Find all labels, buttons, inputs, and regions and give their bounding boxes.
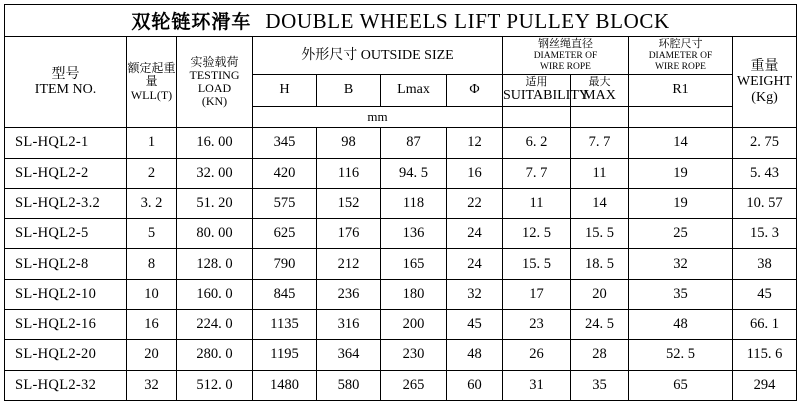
- cell-item-no: SL-HQL2-1: [5, 128, 127, 158]
- col-header-testing-load-en3: (KN): [201, 94, 228, 109]
- table-row: [5, 279, 797, 309]
- cell-weight: 10. 57: [733, 188, 797, 218]
- table-row: [5, 249, 797, 279]
- cell-rope-suitability: 23: [503, 309, 571, 339]
- cell-wll: 20: [127, 340, 177, 370]
- col-group-wire-rope-cn: 钢丝绳直径: [538, 37, 593, 51]
- cell-rope-suitability: 11: [503, 188, 571, 218]
- table-row: [5, 158, 797, 188]
- cell-lmax: 200: [381, 309, 447, 339]
- cell-h: 575: [253, 188, 317, 218]
- cell-b: 116: [317, 158, 381, 188]
- cell-weight: 38: [733, 249, 797, 279]
- col-header-testing-load-en2: LOAD: [197, 81, 232, 96]
- cell-phi: 60: [447, 370, 503, 400]
- cell-lmax: 118: [381, 188, 447, 218]
- cell-rope-max: 20: [571, 279, 629, 309]
- col-group-ring-size-en1: DIAMETER OF: [648, 50, 713, 61]
- cell-wll: 10: [127, 279, 177, 309]
- col-group-ring-size-cn: 环腔尺寸: [658, 37, 703, 51]
- col-group-wire-rope-en1: DIAMETER OF: [533, 50, 598, 61]
- cell-item-no: SL-HQL2-8: [5, 249, 127, 279]
- cell-weight: 66. 1: [733, 309, 797, 339]
- col-header-weight-cn: 重量: [750, 57, 779, 74]
- cell-b: 580: [317, 370, 381, 400]
- cell-rope-max: 35: [571, 370, 629, 400]
- cell-h: 790: [253, 249, 317, 279]
- cell-weight: 15. 3: [733, 219, 797, 249]
- cell-h: 1480: [253, 370, 317, 400]
- cell-lmax: 94. 5: [381, 158, 447, 188]
- col-header-rope-suitability: [503, 74, 589, 106]
- cell-h: 1195: [253, 340, 317, 370]
- cell-phi: 24: [447, 249, 503, 279]
- cell-b: 364: [317, 340, 381, 370]
- cell-weight: 294: [733, 370, 797, 400]
- cell-testing-load: 512. 0: [177, 370, 253, 400]
- cell-h: 345: [253, 128, 317, 158]
- title-chinese: 双轮链环滑车: [131, 10, 252, 33]
- cell-r1: 19: [629, 158, 733, 188]
- cell-r1: 25: [629, 219, 733, 249]
- col-group-wire-rope-en2: WIRE ROPE: [540, 61, 591, 72]
- cell-r1: 48: [629, 309, 733, 339]
- cell-r1: 52. 5: [629, 340, 733, 370]
- cell-rope-max: 15. 5: [571, 219, 629, 249]
- col-group-outside-size-cn: 外形尺寸: [301, 46, 358, 63]
- cell-r1: 32: [629, 249, 733, 279]
- col-group-ring-size-en2: WIRE ROPE: [655, 61, 706, 72]
- col-header-unit-mm: mm: [253, 106, 503, 128]
- cell-weight: 45: [733, 279, 797, 309]
- cell-r1: 14: [629, 128, 733, 158]
- cell-weight: 115. 6: [733, 340, 797, 370]
- cell-rope-suitability: 31: [503, 370, 571, 400]
- col-header-r1: R1: [629, 74, 733, 106]
- title-row: [5, 5, 797, 37]
- cell-h: 1135: [253, 309, 317, 339]
- col-group-wire-rope: [503, 36, 629, 74]
- cell-item-no: SL-HQL2-16: [5, 309, 127, 339]
- col-header-wll-en: WLL(T): [130, 87, 173, 102]
- col-header-wll-cn: 额定起重量: [127, 61, 176, 89]
- cell-wll: 3. 2: [127, 188, 177, 218]
- cell-testing-load: 32. 00: [177, 158, 253, 188]
- table-title: [5, 5, 797, 37]
- unit-spacer-rope-max: [571, 106, 629, 128]
- cell-phi: 12: [447, 128, 503, 158]
- unit-spacer-rope-suit: [503, 106, 571, 128]
- col-header-h: H: [253, 74, 317, 106]
- cell-r1: 35: [629, 279, 733, 309]
- table-row: [5, 128, 797, 158]
- table-row: [5, 340, 797, 370]
- cell-phi: 48: [447, 340, 503, 370]
- cell-lmax: 265: [381, 370, 447, 400]
- cell-r1: 19: [629, 188, 733, 218]
- cell-item-no: SL-HQL2-10: [5, 279, 127, 309]
- cell-rope-max: 18. 5: [571, 249, 629, 279]
- col-group-outside-size-en: OUTSIDE SIZE: [360, 47, 454, 63]
- cell-testing-load: 128. 0: [177, 249, 253, 279]
- col-group-outside-size: [253, 36, 503, 74]
- cell-phi: 32: [447, 279, 503, 309]
- cell-lmax: 165: [381, 249, 447, 279]
- cell-wll: 1: [127, 128, 177, 158]
- cell-b: 152: [317, 188, 381, 218]
- col-header-weight-en2: (Kg): [751, 89, 778, 105]
- title-english: DOUBLE WHEELS LIFT PULLEY BLOCK: [265, 8, 670, 33]
- cell-testing-load: 51. 20: [177, 188, 253, 218]
- table-row: [5, 219, 797, 249]
- cell-testing-load: 280. 0: [177, 340, 253, 370]
- cell-item-no: SL-HQL2-2: [5, 158, 127, 188]
- cell-wll: 8: [127, 249, 177, 279]
- cell-rope-suitability: 15. 5: [503, 249, 571, 279]
- col-header-testing-load-cn: 实验载荷: [190, 54, 239, 69]
- col-header-rope-max-en: MAX: [583, 88, 616, 104]
- cell-lmax: 230: [381, 340, 447, 370]
- cell-testing-load: 80. 00: [177, 219, 253, 249]
- cell-b: 316: [317, 309, 381, 339]
- col-header-phi: Φ: [447, 74, 503, 106]
- cell-b: 236: [317, 279, 381, 309]
- cell-rope-max: 7. 7: [571, 128, 629, 158]
- cell-rope-max: 14: [571, 188, 629, 218]
- cell-testing-load: 160. 0: [177, 279, 253, 309]
- cell-testing-load: 224. 0: [177, 309, 253, 339]
- cell-rope-suitability: 12. 5: [503, 219, 571, 249]
- cell-wll: 2: [127, 158, 177, 188]
- cell-lmax: 87: [381, 128, 447, 158]
- cell-rope-max: 24. 5: [571, 309, 629, 339]
- col-group-ring-size: [629, 36, 733, 74]
- cell-phi: 45: [447, 309, 503, 339]
- cell-r1: 65: [629, 370, 733, 400]
- cell-phi: 22: [447, 188, 503, 218]
- cell-h: 625: [253, 219, 317, 249]
- col-header-rope-suitability-en: SUITABILITY: [503, 88, 589, 104]
- col-header-rope-max-cn: 最大: [588, 75, 611, 89]
- cell-item-no: SL-HQL2-5: [5, 219, 127, 249]
- col-header-b: B: [317, 74, 381, 106]
- cell-wll: 5: [127, 219, 177, 249]
- table-row: [5, 370, 797, 400]
- cell-h: 845: [253, 279, 317, 309]
- cell-phi: 16: [447, 158, 503, 188]
- cell-lmax: 180: [381, 279, 447, 309]
- cell-item-no: SL-HQL2-32: [5, 370, 127, 400]
- cell-b: 212: [317, 249, 381, 279]
- cell-rope-max: 28: [571, 340, 629, 370]
- unit-spacer-r1: [629, 106, 733, 128]
- header-group-row: [5, 36, 797, 74]
- col-header-lmax: Lmax: [381, 74, 447, 106]
- specification-table: [4, 4, 797, 401]
- col-header-rope-suitability-cn: 适用: [525, 75, 548, 89]
- col-header-item-no: [5, 36, 127, 127]
- cell-testing-load: 16. 00: [177, 128, 253, 158]
- cell-weight: 5. 43: [733, 158, 797, 188]
- cell-b: 98: [317, 128, 381, 158]
- cell-lmax: 136: [381, 219, 447, 249]
- cell-rope-suitability: 26: [503, 340, 571, 370]
- col-header-testing-load: [177, 36, 253, 127]
- col-header-weight: [733, 36, 797, 127]
- table-row: [5, 188, 797, 218]
- col-header-item-no-en: ITEM NO.: [34, 82, 97, 98]
- col-header-wll: [127, 36, 177, 127]
- cell-b: 176: [317, 219, 381, 249]
- cell-rope-suitability: 17: [503, 279, 571, 309]
- col-header-item-no-cn: 型号: [51, 65, 80, 82]
- cell-wll: 16: [127, 309, 177, 339]
- cell-item-no: SL-HQL2-20: [5, 340, 127, 370]
- table-row: [5, 309, 797, 339]
- cell-h: 420: [253, 158, 317, 188]
- cell-weight: 2. 75: [733, 128, 797, 158]
- cell-item-no: SL-HQL2-3.2: [5, 188, 127, 218]
- col-header-weight-en1: WEIGHT: [736, 74, 793, 90]
- cell-rope-suitability: 6. 2: [503, 128, 571, 158]
- cell-phi: 24: [447, 219, 503, 249]
- cell-wll: 32: [127, 370, 177, 400]
- col-header-testing-load-en1: TESTING: [189, 67, 240, 82]
- cell-rope-max: 11: [571, 158, 629, 188]
- cell-rope-suitability: 7. 7: [503, 158, 571, 188]
